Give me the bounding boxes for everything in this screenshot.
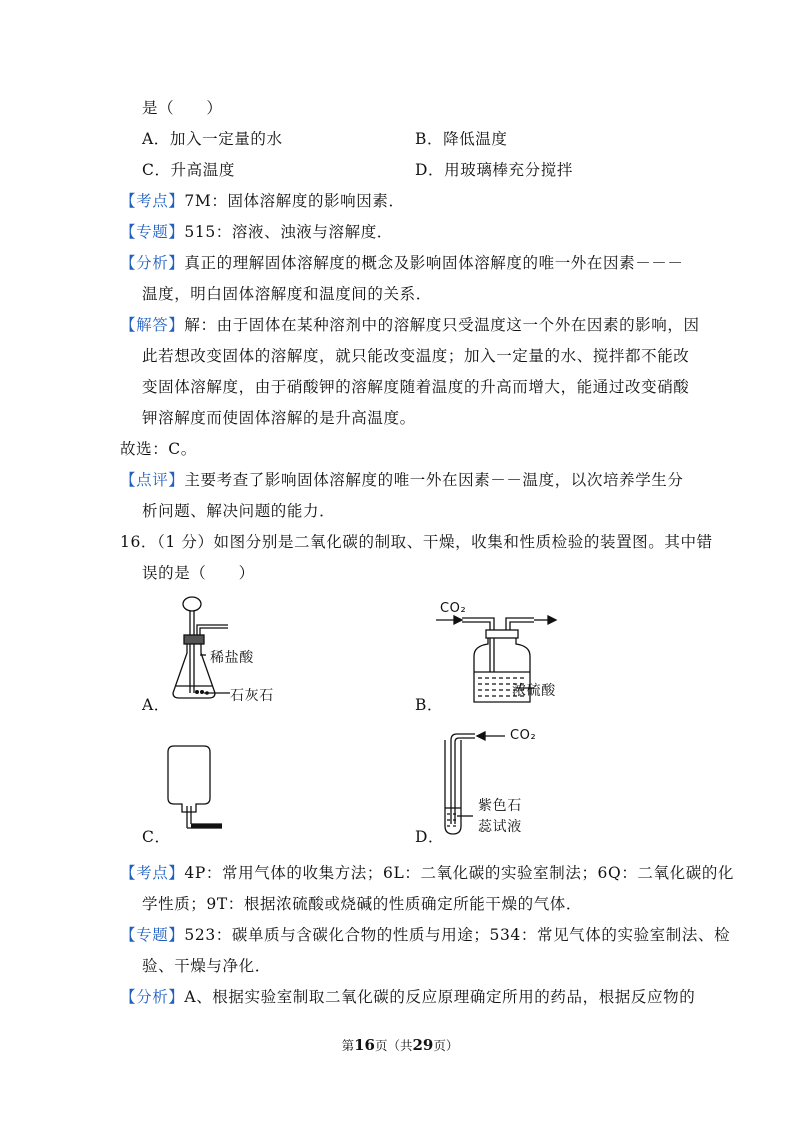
footer-mid: 页（共 — [374, 1038, 413, 1053]
fig-b-gas-label: CO₂ — [440, 601, 467, 616]
q15-fenxi-line-2: 温度，明白固体溶解度和温度间的关系． — [142, 285, 432, 303]
q16-stem-line-1: 16．（1 分）如图分别是二氧化碳的制取、干燥，收集和性质检验的装置图。其中错 — [120, 533, 713, 551]
q15-fenxi — [120, 252, 684, 274]
fig-d-gas-label: CO₂ — [510, 728, 537, 743]
q15-dianping-line-2: 析问题、解决问题的能力． — [142, 502, 336, 520]
zhuanti-text: 515：溶液、浊液与溶解度． — [184, 223, 393, 241]
q15-stem-tail: 是（ ） — [142, 99, 223, 117]
fig-a-letter: A． — [142, 696, 170, 714]
fig-c-collection-bottle — [160, 742, 230, 842]
q15-answer: 故选：C。 — [120, 440, 197, 458]
fenxi-tag-16: 【分析】 — [120, 988, 185, 1006]
q15-option-d: D．用玻璃棒充分搅拌 — [415, 161, 573, 179]
zhuanti-line-1: 523：碳单质与含碳化合物的性质与用途；534：常见气体的实验室制法、检 — [184, 926, 731, 944]
q16-stem-line-2: 误的是（ ） — [142, 564, 255, 582]
q15-option-a: A．加入一定量的水 — [142, 130, 283, 148]
q16-kaodian — [120, 862, 734, 884]
footer-post: 页） — [433, 1038, 459, 1053]
fig-b-letter: B． — [415, 696, 444, 714]
kaodian-tag: 【考点】 — [120, 192, 185, 210]
zhuanti-tag: 【专题】 — [120, 223, 185, 241]
q15-jieda-line-3: 变固体溶解度，由于硝酸钾的溶解度随着温度的升高而增大，能通过改变硝酸 — [142, 378, 690, 396]
kaodian-line-1: 4P：常用气体的收集方法；6L：二氧化碳的实验室制法；6Q：二氧化碳的化 — [184, 864, 735, 882]
fig-b-liquid-label: 浓硫酸 — [512, 683, 556, 699]
q15-option-b: B．降低温度 — [415, 130, 508, 148]
fenxi-line-1: 真正的理解固体溶解度的概念及影响固体溶解度的唯一外在因素－－－ — [184, 254, 684, 272]
fig-d-letter: D． — [415, 828, 445, 846]
fig-d-liquid-label-2: 蕊试液 — [478, 819, 522, 835]
dianping-tag: 【点评】 — [120, 471, 185, 489]
kaodian-text: 7M：固体溶解度的影响因素． — [184, 192, 405, 210]
fig-a-stone-label: 石灰石 — [230, 688, 274, 704]
kaodian-tag-16: 【考点】 — [120, 864, 185, 882]
footer-page-number: 16 — [354, 1036, 375, 1054]
q15-jieda — [120, 314, 700, 336]
footer-total-pages: 29 — [412, 1036, 434, 1054]
q15-option-c: C．升高温度 — [142, 161, 235, 179]
fenxi-tag: 【分析】 — [120, 254, 185, 272]
jieda-line-1: 解：由于固体在某种溶剂中的溶解度只受温度这一个外在因素的影响，因 — [184, 316, 700, 334]
jieda-tag: 【解答】 — [120, 316, 185, 334]
q15-jieda-line-2: 此若想改变固体的溶解度，就只能改变温度；加入一定量的水、搅拌都不能改 — [142, 347, 690, 365]
page-footer — [0, 1036, 800, 1054]
q15-zhuanti — [120, 221, 393, 243]
fig-a-acid-label: 稀盐酸 — [210, 650, 254, 666]
fenxi-line-1-16: A、根据实验室制取二氧化碳的反应原理确定所用的药品，根据反应物的 — [184, 988, 696, 1006]
q15-dianping — [120, 469, 684, 491]
q16-zhuanti — [120, 924, 730, 946]
footer-pre: 第 — [341, 1038, 355, 1053]
q16-zhuanti-line-2: 验、干燥与净化． — [142, 957, 271, 975]
q16-kaodian-line-2: 学性质；9T：根据浓硫酸或烧碱的性质确定所能干燥的气体． — [142, 895, 583, 913]
q15-jieda-line-4: 钾溶解度而使固体溶解的是升高温度。 — [142, 409, 416, 427]
q15-kaodian — [120, 190, 405, 212]
dianping-line-1: 主要考查了影响固体溶解度的唯一外在因素－－温度，以次培养学生分 — [184, 471, 684, 489]
fig-c-letter: C． — [142, 828, 171, 846]
q16-fenxi — [120, 986, 695, 1008]
zhuanti-tag-16: 【专题】 — [120, 926, 185, 944]
fig-d-liquid-label-1: 紫色石 — [478, 798, 522, 814]
